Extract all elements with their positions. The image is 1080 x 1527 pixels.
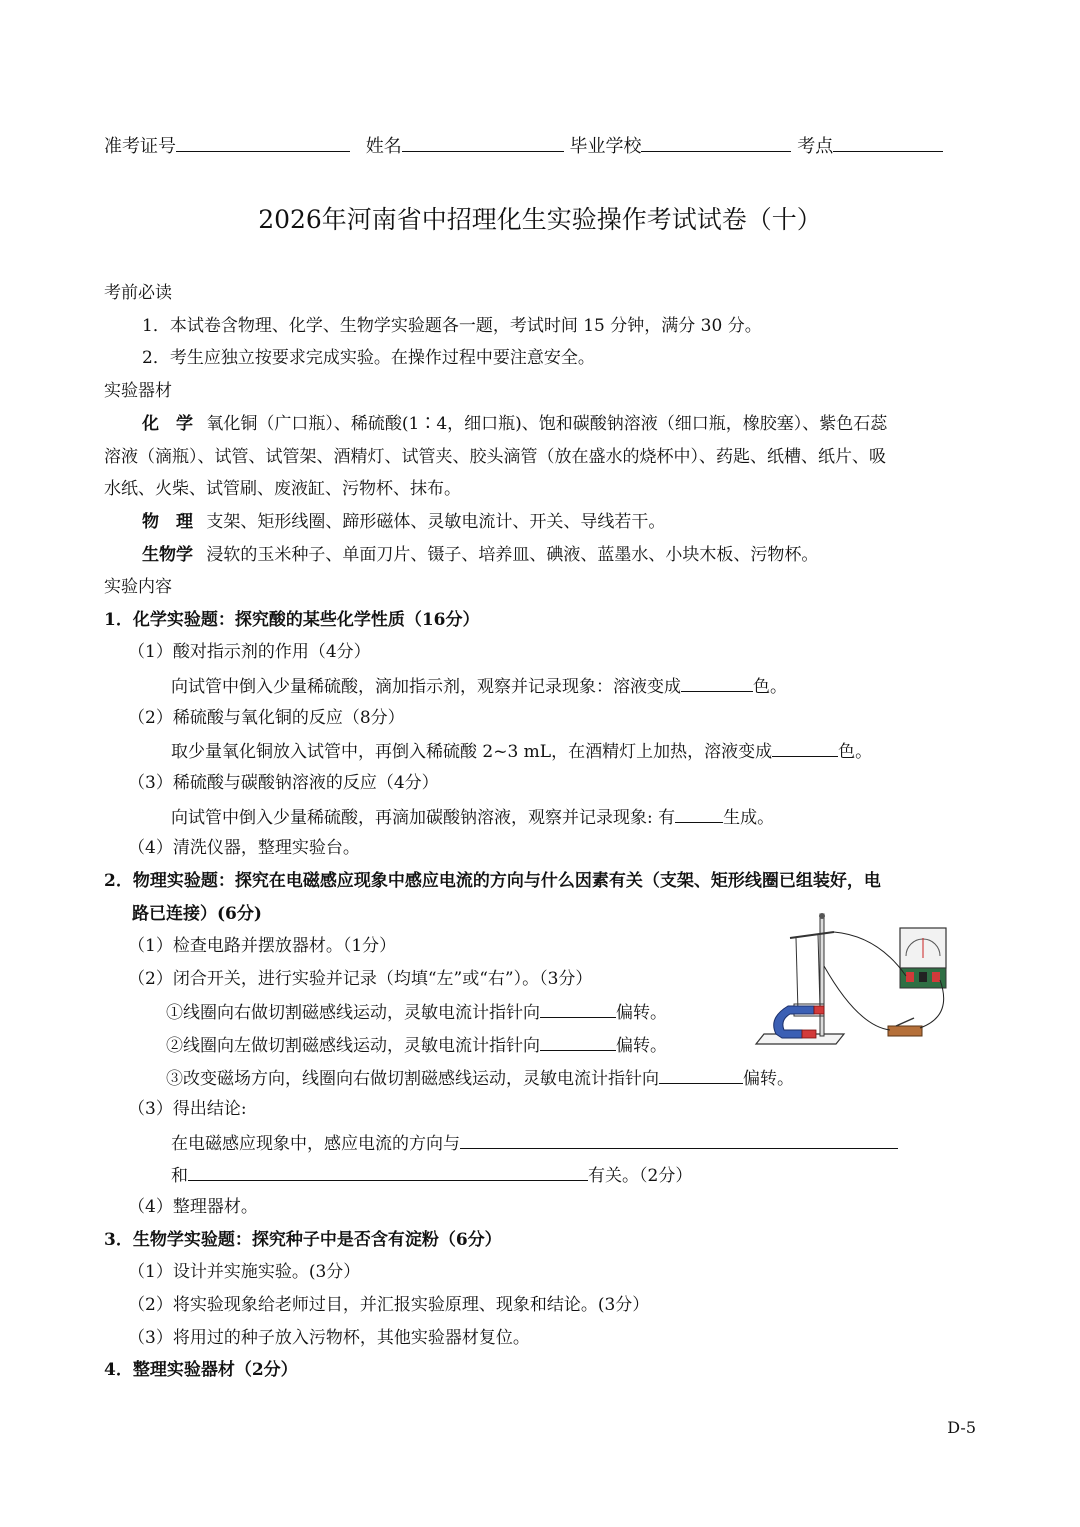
q1-s1-text-a: 向试管中倒入少量稀硫酸，滴加指示剂，观察并记录现象：溶液变成 xyxy=(171,677,681,697)
q2-c2-text-a: 和 xyxy=(171,1166,188,1186)
q1-s3-blank[interactable] xyxy=(675,804,723,823)
q2-r3-end: 偏转。 xyxy=(743,1069,794,1089)
q3-s3: （3）将用过的种子放入污物杯，其他实验器材复位。 xyxy=(128,1328,530,1348)
bio-text: 浸软的玉米种子、单面刀片、镊子、培养皿、碘液、蓝墨水、小块木板、污物杯。 xyxy=(206,545,819,565)
chem-text-3: 水纸、火柴、试管刷、废液缸、污物杯、抹布。 xyxy=(104,479,461,499)
q1-s3-text xyxy=(171,804,774,830)
chem-label: 化 学 xyxy=(142,414,193,434)
phys-materials xyxy=(142,510,665,534)
q1-s2-blank[interactable] xyxy=(772,738,838,757)
q2-title-2: 路已连接）(6分) xyxy=(132,904,262,924)
q1-s3: （3）稀硫酸与碳酸钠溶液的反应（4分） xyxy=(128,773,439,793)
q1-s2-text-b: 色。 xyxy=(838,742,873,762)
chem-text-1: 氧化铜（广口瓶）、稀硫酸(1∶4，细口瓶)、饱和碳酸钠溶液（细口瓶，橡胶塞）、紫色石蕊 xyxy=(206,414,888,434)
school-blank[interactable] xyxy=(641,133,791,152)
q1-s4: （4）清洗仪器，整理实验台。 xyxy=(128,838,360,858)
q3-s1: （1）设计并实施实验。(3分） xyxy=(128,1262,361,1282)
phys-label: 物 理 xyxy=(142,512,193,532)
bio-materials xyxy=(142,543,818,567)
q2-s3: （3）得出结论: xyxy=(128,1099,247,1119)
q1-s1: （1）酸对指示剂的作用（4分） xyxy=(128,642,371,662)
q1-s3-text-a: 向试管中倒入少量稀硫酸，再滴加碳酸钠溶液，观察并记录现象: 有 xyxy=(171,808,676,828)
q2-c2-blank[interactable] xyxy=(188,1162,588,1181)
q2-r3-text: ③改变磁场方向，线圈向右做切割磁感线运动，灵敏电流计指针向 xyxy=(166,1069,659,1089)
q2-s1: （1）检查电路并摆放器材。（1分） xyxy=(128,936,397,956)
exam-header xyxy=(104,132,943,158)
q3-s2: （2）将实验现象给老师过目，并汇报实验原理、现象和结论。(3分） xyxy=(128,1295,650,1315)
q2-s4: （4）整理器材。 xyxy=(128,1197,258,1217)
q2-r2-text: ②线圈向左做切割磁感线运动，灵敏电流计指针向 xyxy=(166,1036,540,1056)
q2-c1-blank[interactable] xyxy=(460,1130,898,1149)
name-blank[interactable] xyxy=(402,133,564,152)
page-number: D-5 xyxy=(947,1418,976,1437)
q1-s2-text xyxy=(171,738,872,764)
notice-item: 1．本试卷含物理、化学、生物学实验题各一题，考试时间 15 分钟，满分 30 分。 xyxy=(142,316,762,336)
id-blank[interactable] xyxy=(176,133,350,152)
school-label: 毕业学校 xyxy=(569,136,642,157)
q2-r2-end: 偏转。 xyxy=(616,1036,667,1056)
phys-text: 支架、矩形线圈、蹄形磁体、灵敏电流计、开关、导线若干。 xyxy=(206,512,666,532)
bio-label: 生物学 xyxy=(142,545,193,565)
materials-heading: 实验器材 xyxy=(104,381,172,401)
id-label: 准考证号 xyxy=(104,136,176,157)
electromagnetic-induction-apparatus xyxy=(748,906,958,1052)
q2-r1-text: ①线圈向右做切割磁感线运动，灵敏电流计指针向 xyxy=(166,1003,540,1023)
q2-c2 xyxy=(171,1162,692,1188)
content-heading: 实验内容 xyxy=(104,577,172,597)
q1-title: 1．化学实验题：探究酸的某些化学性质（16分） xyxy=(104,610,480,630)
q1-s2-text-a: 取少量氧化铜放入试管中，再倒入稀硫酸 2~3 mL，在酒精灯上加热，溶液变成 xyxy=(171,742,773,762)
q1-s2: （2）稀硫酸与氧化铜的反应（8分） xyxy=(128,708,405,728)
q2-r3-blank[interactable] xyxy=(659,1065,743,1084)
q2-c2-text-b: 有关。（2分） xyxy=(588,1166,693,1186)
site-blank[interactable] xyxy=(833,133,943,152)
q3-title: 3．生物学实验题：探究种子中是否含有淀粉（6分） xyxy=(104,1230,502,1250)
notice-item: 2．考生应独立按要求完成实验。在操作过程中要注意安全。 xyxy=(142,348,595,368)
q2-r2-blank[interactable] xyxy=(540,1032,616,1051)
q2-r2 xyxy=(166,1032,667,1058)
q2-c1 xyxy=(171,1130,898,1156)
q1-s1-text xyxy=(171,673,787,699)
chem-materials xyxy=(142,412,887,436)
q2-title-1: 2．物理实验题：探究在电磁感应现象中感应电流的方向与什么因素有关（支架、矩形线圈已组装好，电 xyxy=(104,871,881,891)
q2-c1-text: 在电磁感应现象中，感应电流的方向与 xyxy=(171,1134,460,1154)
q2-r3 xyxy=(166,1065,794,1091)
q2-r1-blank[interactable] xyxy=(540,999,616,1018)
q2-s2: （2）闭合开关，进行实验并记录（均填“左”或“右”）。（3分） xyxy=(128,969,593,989)
exam-title: 2026年河南省中招理化生实验操作考试试卷（十） xyxy=(258,205,822,234)
name-label: 姓名 xyxy=(365,136,402,157)
q1-s1-blank[interactable] xyxy=(681,673,753,692)
chem-text-2: 溶液（滴瓶）、试管、试管架、酒精灯、试管夹、胶头滴管（放在盛水的烧杯中）、药匙、纸槽、纸片、吸 xyxy=(104,447,886,467)
q2-r1 xyxy=(166,999,667,1025)
q1-s3-text-b: 生成。 xyxy=(723,808,775,828)
q2-r1-end: 偏转。 xyxy=(616,1003,667,1023)
q1-s1-text-b: 色。 xyxy=(753,677,787,697)
notice-heading: 考前必读 xyxy=(104,283,172,303)
q4-title: 4．整理实验器材（2分） xyxy=(104,1360,298,1380)
site-label: 考点 xyxy=(797,136,834,157)
